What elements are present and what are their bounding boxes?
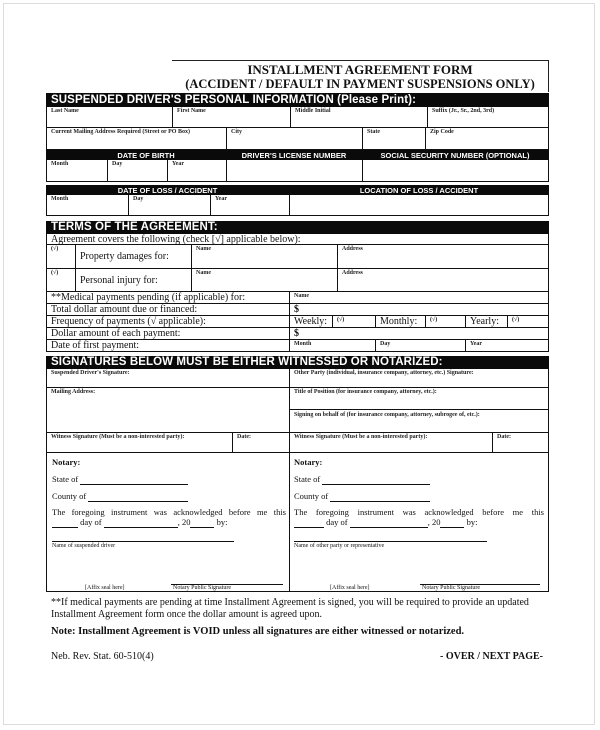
notary-right-year-line[interactable] [440,518,464,528]
title-position-label: Title of Position (for insurance company, attorney, etc.): [294,389,437,395]
ssn-field[interactable] [363,160,549,182]
sig-mailing-label: Mailing Address: [51,389,96,395]
dob-header: DATE OF BIRTH [117,151,175,160]
form-subtitle: (ACCIDENT / DEFAULT IN PAYMENT SUSPENSIONS ONLY) [185,77,535,91]
city-field[interactable] [227,128,363,150]
loss-month-label: Month [51,196,69,202]
medical-name-field[interactable] [290,292,549,304]
notary-left-heading: Notary: [52,457,81,467]
property-checkbox[interactable] [47,245,76,269]
last-name-label: Last Name [51,108,79,114]
signing-behalf-field[interactable] [290,410,549,433]
monthly-label: Monthly: [376,316,426,328]
notary-right-county-label: County of [294,491,329,501]
notary-right-block [290,453,549,592]
first-payment-year-field[interactable] [466,340,549,352]
date-right-label: Date: [497,434,511,440]
check-icon: (√) [51,246,59,252]
zip-code-field[interactable] [426,128,549,150]
next-page-label: - OVER / NEXT PAGE- [440,651,543,662]
notary-left-name-line[interactable] [52,541,234,542]
middle-initial-field[interactable] [291,107,428,128]
witness-signature-right-field[interactable] [290,433,493,453]
notary-left-year-prefix: , 20 [177,517,191,527]
signatures-grid [46,369,549,592]
notary-right-heading: Notary: [294,457,323,467]
injury-address-field[interactable] [338,269,549,292]
notary-left-name-caption: Name of suspended driver [52,543,116,549]
notary-left-state-line[interactable] [80,475,188,485]
title-position-field[interactable] [290,388,549,410]
personal-info-grid [46,107,549,150]
dob-year-label: Year [172,161,184,167]
property-label: Property damages for: [76,245,192,269]
first-payment-label: Date of first payment: [47,340,290,352]
notary-right-sig-caption: Notary Public Signature [422,585,480,591]
terms-grid [46,234,549,352]
notary-left-ack: The foregoing instrument was acknowledged before me this [52,507,286,517]
notary-right-month-line[interactable] [350,518,428,528]
mailing-address-label: Current Mailing Address Required (Street or PO Box) [51,129,190,135]
dob-header-bar [46,150,549,160]
loss-month-field[interactable] [47,195,129,216]
state-field[interactable] [363,128,426,150]
dob-year-field[interactable] [168,160,227,182]
notary-left-county-label: County of [52,491,87,501]
title-box [172,60,549,92]
medical-payments-note: **If medical payments are pending at time Installment Agreement is signed, you will be required to provide an updated Installment Agreement form once the dollar amount is agreed upon. [51,597,529,620]
check-icon: (√) [430,317,438,323]
witness-right-label: Witness Signature (Must be a non-interested party): [294,434,428,440]
loss-year-label: Year [215,196,227,202]
notary-left-day-line[interactable] [52,518,78,528]
property-address-label: Address [342,246,363,252]
first-name-label: First Name [177,108,206,114]
other-party-signature-label: Other Party (individual, insurance company, attorney, etc.) Signature: [294,370,474,376]
personal-info-header: SUSPENDED DRIVER'S PERSONAL INFORMATION (Please Print): [46,93,549,107]
injury-name-field[interactable] [192,269,338,292]
yearly-checkbox[interactable] [508,316,549,328]
each-payment-field[interactable]: $ [290,328,549,340]
weekly-label: Weekly: [290,316,333,328]
notary-right-day-of: day of [326,517,348,527]
notary-left-county-line[interactable] [88,492,188,502]
driver-signature-label: Suspended Driver's Signature: [51,370,130,376]
witness-left-label: Witness Signature (Must be a non-interested party): [51,434,185,440]
suffix-label: Suffix (Jr., Sr., 2nd, 3rd) [432,108,495,114]
signatures-header: SIGNATURES BELOW MUST BE EITHER WITNESSED OR NOTARIZED: [46,356,549,369]
license-number-field[interactable] [227,160,363,182]
weekly-checkbox[interactable] [333,316,376,328]
license-header: DRIVER'S LICENSE NUMBER [241,151,347,160]
dob-grid [46,160,549,182]
loss-day-label: Day [133,196,144,202]
notary-right-by: by: [466,517,478,527]
notary-left-year-line[interactable] [190,518,214,528]
mailing-address-field[interactable] [47,128,227,150]
statute-reference: Neb. Rev. Stat. 60-510(4) [51,651,154,662]
first-year-label: Year [470,341,482,347]
notary-left-by: by: [216,517,228,527]
notary-right-county-line[interactable] [330,492,430,502]
mailing-address-sig-field[interactable] [47,388,290,433]
dob-day-label: Day [112,161,123,167]
terms-header: TERMS OF THE AGREEMENT: [46,221,549,234]
notary-right-name-caption: Name of other party or representative [294,543,385,549]
injury-checkbox[interactable] [47,269,76,292]
injury-name-label: Name [196,270,211,276]
witness-date-right-field[interactable] [493,433,549,453]
loss-grid [46,195,549,216]
other-party-signature-field[interactable] [290,369,549,388]
notary-left-sig-caption: Notary Public Signature [173,585,231,591]
loss-day-field[interactable] [129,195,211,216]
notary-left-block [47,453,290,592]
loss-header-bar [46,185,549,195]
city-label: City [231,129,242,135]
medical-name-label: Name [294,293,309,299]
dob-month-label: Month [51,161,69,167]
first-month-label: Month [294,341,312,347]
yearly-label: Yearly: [466,316,508,328]
notary-left-seal: [Affix seal here] [85,585,125,591]
notary-left-month-line[interactable] [104,518,178,528]
injury-address-label: Address [342,270,363,276]
last-name-field[interactable] [47,107,173,128]
loss-date-header: DATE OF LOSS / ACCIDENT [117,186,218,195]
frequency-label: Frequency of payments (√ applicable): [47,316,290,328]
suffix-field[interactable] [428,107,549,128]
medical-label: **Medical payments pending (if applicable) for: [47,292,290,304]
check-icon: (√) [512,317,520,323]
notary-left-state-label: State of [52,474,79,484]
notary-right-seal: [Affix seal here] [330,585,370,591]
each-payment-label: Dollar amount of each payment: [47,328,290,340]
loss-location-header: LOCATION OF LOSS / ACCIDENT [359,186,479,195]
property-name-label: Name [196,246,211,252]
property-name-field[interactable] [192,245,338,269]
state-label: State [367,129,380,135]
notary-right-year-prefix: , 20 [427,517,441,527]
zip-code-label: Zip Code [430,129,454,135]
total-label: Total dollar amount due or financed: [47,304,290,316]
first-payment-month-field[interactable] [290,340,376,352]
date-left-label: Date: [237,434,251,440]
loss-location-field[interactable] [290,195,549,216]
driver-signature-field[interactable] [47,369,290,388]
witness-signature-left-field[interactable] [47,433,233,453]
notary-right-state-label: State of [294,474,321,484]
witness-date-left-field[interactable] [233,433,290,453]
check-icon: (√) [337,317,345,323]
total-amount-field[interactable]: $ [290,304,549,316]
ssn-header: SOCIAL SECURITY NUMBER (OPTIONAL) [380,151,530,160]
check-icon: (√) [51,270,59,276]
middle-initial-label: Middle Initial [295,108,331,114]
notary-right-state-line[interactable] [322,475,430,485]
form-title: INSTALLMENT AGREEMENT FORM [247,62,473,77]
dob-month-field[interactable] [47,160,108,182]
notary-right-name-line[interactable] [294,541,487,542]
first-name-field[interactable] [173,107,291,128]
notary-right-day-line[interactable] [294,518,324,528]
first-payment-day-field[interactable] [376,340,466,352]
notary-left-day-of: day of [80,517,102,527]
first-day-label: Day [380,341,391,347]
loss-year-field[interactable] [211,195,290,216]
void-note: Note: Installment Agreement is VOID unless all signatures are either witnessed or notarized. [51,626,465,637]
monthly-checkbox[interactable] [426,316,466,328]
notary-right-ack: The foregoing instrument was acknowledged before me this [294,507,544,517]
property-address-field[interactable] [338,245,549,269]
dob-day-field[interactable] [108,160,168,182]
terms-intro: Agreement covers the following (check [√] applicable below): [47,234,549,245]
injury-label: Personal injury for: [76,269,192,292]
signing-behalf-label: Signing on behalf of (for insurance company, attorney, subrogee of, etc.): [294,412,480,418]
